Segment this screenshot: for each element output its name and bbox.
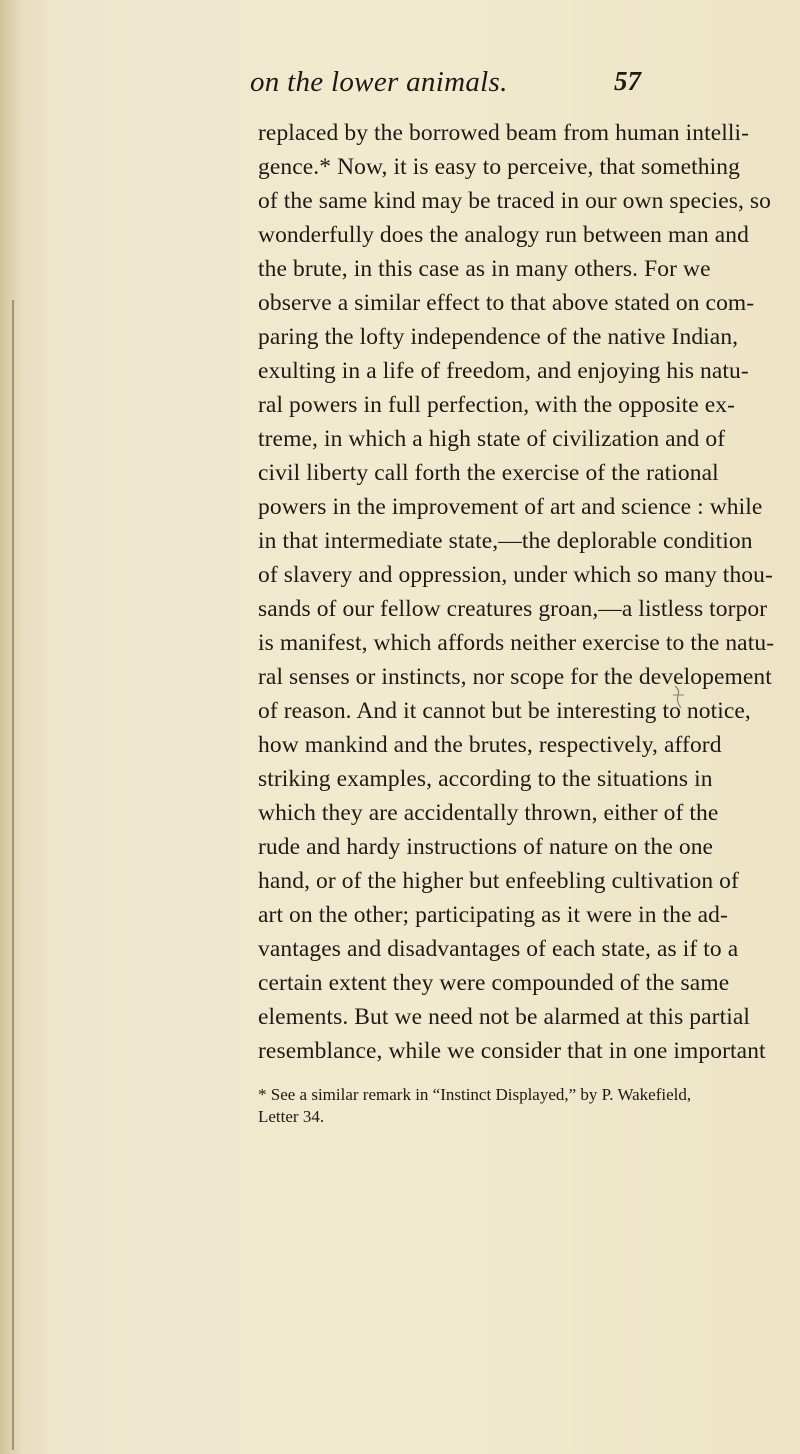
text-line: is manifest, which affords neither exercise to the natu- [258,630,775,656]
page-binding-shadow [0,0,22,1454]
text-line: ral powers in full perfection, with the opposite ex- [258,392,736,418]
text-line: gence.* Now, it is easy to perceive, that something [258,154,740,180]
text-line: observe a similar effect to that above stated on com- [258,290,755,316]
text-line: striking examples, according to the situations in [258,766,713,792]
text-line: art on the other; participating as it were in the ad- [258,902,728,928]
text-line: certain extent they were compounded of the same [258,970,730,996]
text-line: treme, in which a high state of civilization and of [258,426,726,452]
text-line: hand, or of the higher but enfeebling cultivation of [258,868,739,894]
text-line: of reason. And it cannot but be interesting to notice, [258,698,751,724]
text-line: paring the lofty independence of the native Indian, [258,324,739,350]
text-line: elements. But we need not be alarmed at this partial [258,1004,751,1030]
text-line: ral senses or instincts, nor scope for the developement [258,664,772,690]
page-number: 57 [614,66,641,96]
text-line: of slavery and oppression, under which so many thou- [258,562,773,588]
footnote-line: Letter 34. [258,1107,325,1126]
page-header [0,66,800,106]
text-line: exulting in a life of freedom, and enjoying his natu- [258,358,749,384]
text-line: of the same kind may be traced in our own species, so [258,188,772,214]
text-line: in that intermediate state,—the deplorable condition [258,528,753,554]
text-line: civil liberty call forth the exercise of the rational [258,460,719,486]
text-line: vantages and disadvantages of each state, as if to a [258,936,739,962]
footnote-line: * See a similar remark in “Instinct Displayed,” by P. Wakefield, [258,1085,692,1104]
text-line: powers in the improvement of art and science : while [258,494,763,520]
text-line: rude and hardy instructions of nature on the one [258,834,714,860]
text-line: the brute, in this case as in many others. For we [258,256,711,282]
text-line: how mankind and the brutes, respectively, afford [258,732,722,758]
text-line: which they are accidentally thrown, either of the [258,800,719,826]
text-line: replaced by the borrowed beam from human intelli- [258,120,750,146]
binding-line [12,300,14,1450]
text-line: wonderfully does the analogy run between man and [258,222,749,248]
running-title: on the lower animals. [250,66,508,98]
pencil-mark [672,680,686,710]
text-line: sands of our fellow creatures groan,—a listless torpor [258,596,768,622]
text-line: resemblance, while we consider that in one important [258,1038,766,1064]
